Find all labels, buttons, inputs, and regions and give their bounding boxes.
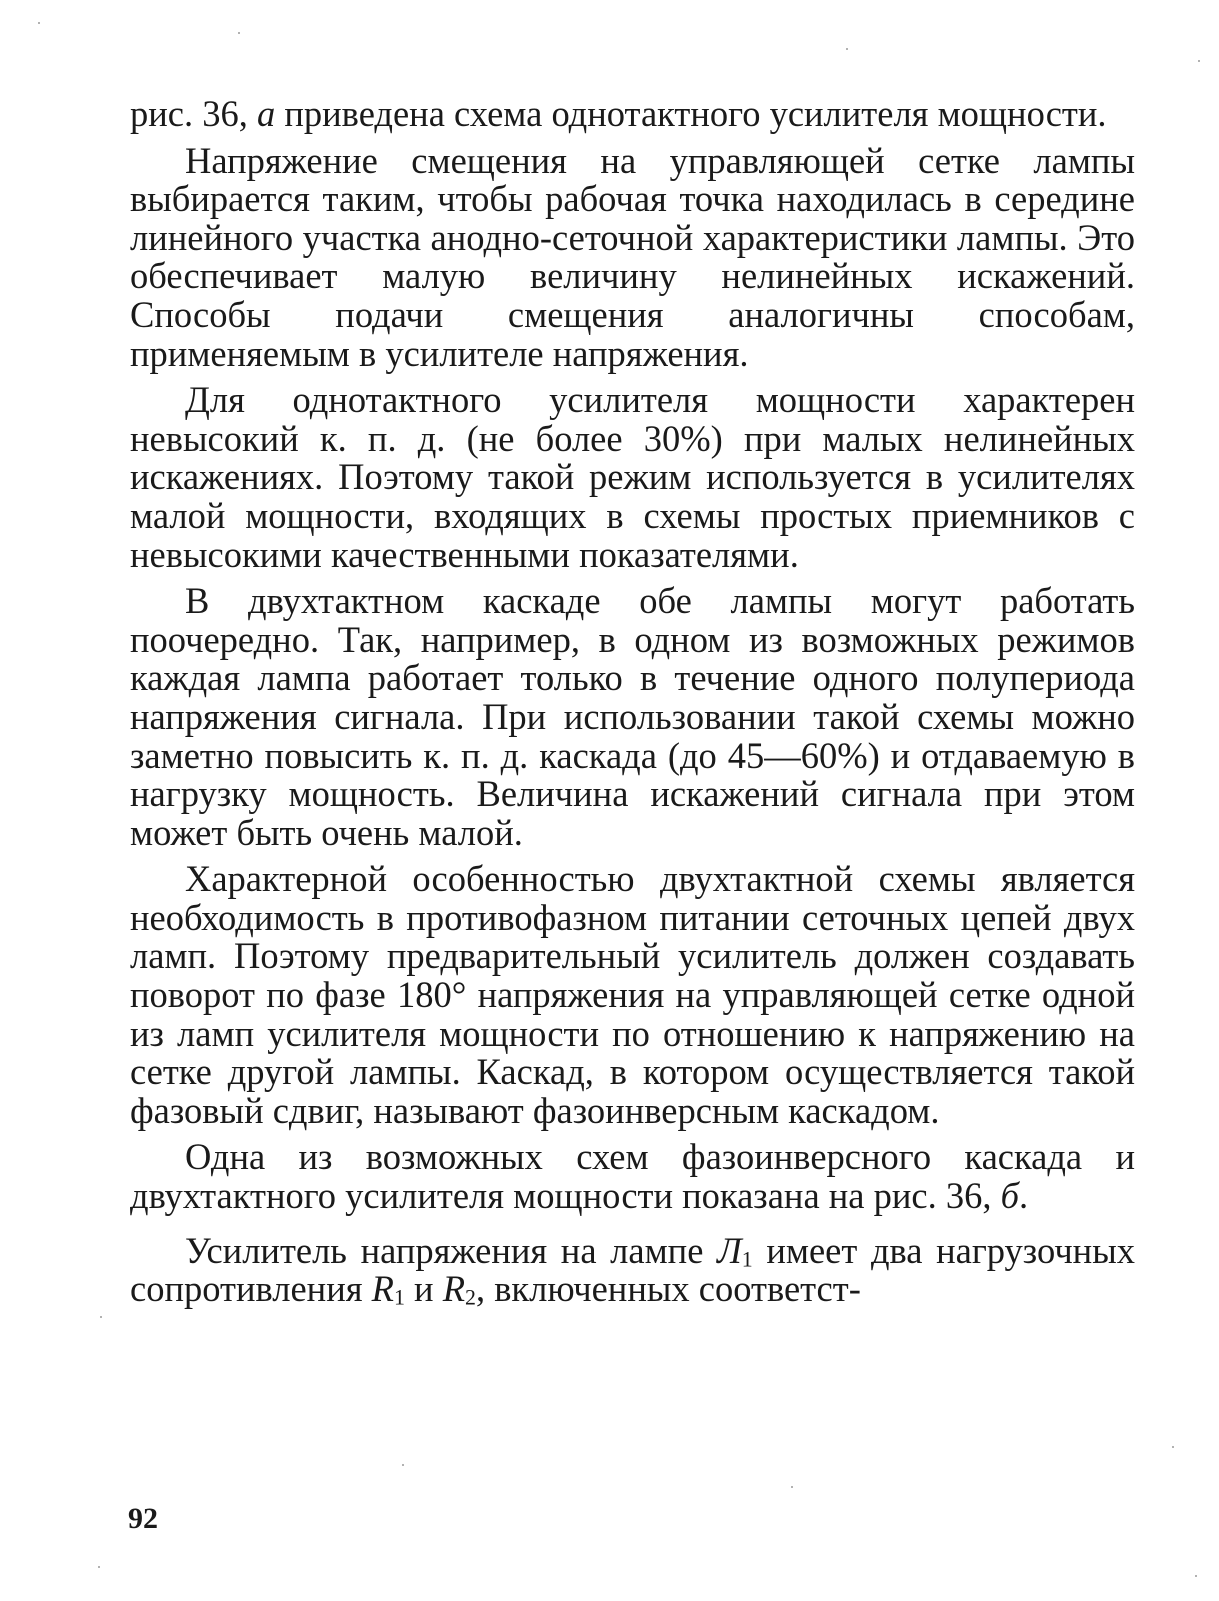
paragraph-grid-bias: Напряжение смещения на управляющей сетке лампы выбирается таким, чтобы рабочая точка находилась в середине линейного участка анодно-сеточной характеристики лампы. Это обеспечивает малую величину нелинейных искажений. Способы подачи смещения аналогичны способам, применяемым в усилителе напряжения.	[130, 139, 1135, 374]
tube-symbol: Л	[717, 1229, 742, 1271]
figure-letter-a: а	[256, 93, 276, 134]
paragraph-fig36a-intro: рис. 36, а приведена схема однотактного усилителя мощности.	[130, 93, 1107, 134]
paragraph-push-pull-cascade: В двухтактном каскаде обе лампы могут работать поочередно. Так, например, в одном из возможных режимов каждая лампа работает только в течение одного полупериода напряжения сигнала. При использовании такой схемы можно заметно повысить к. п. д. каскада (до 45—60%) и отдаваемую в нагрузку мощность. Величина искажений сигнала при этом может быть очень малой.	[130, 580, 1135, 853]
scan-speck	[846, 48, 848, 50]
page-body-text	[130, 95, 1135, 1309]
scan-speck	[98, 1566, 100, 1568]
paragraph-phase-inverter-schema: Одна из возможных схем фазоинверсного каскада и двухтактного усилителя мощности показана на рис. 36, б.	[130, 1136, 1135, 1217]
scan-speck	[238, 32, 240, 34]
scan-speck	[791, 1486, 793, 1488]
resistor-symbol-r2: R	[442, 1268, 465, 1310]
scan-speck	[1198, 60, 1200, 62]
scan-speck	[1172, 1446, 1174, 1448]
scan-speck	[1195, 1575, 1197, 1577]
scan-speck	[38, 22, 40, 24]
paragraph-voltage-amplifier: Усилитель напряжения на лампе $Л_1$ имеет два нагрузочных сопротивления $R_1$ и $R_2$, включенных соответст-	[130, 1229, 1135, 1310]
resistor-symbol-r1: R	[371, 1268, 394, 1310]
scan-speck	[402, 1464, 404, 1466]
paragraph-push-pull-feature: Характерной особенностью двухтактной схемы является необходимость в противофазном питании сеточных цепей двух ламп. Поэтому предварительный усилитель должен создавать поворот по фазе 180° напряжения на управляющей сетке одной из ламп усилителя мощности по отношению к напряжению на сетке другой лампы. Каскад, в котором осуществляется такой фазовый сдвиг, называют фазоинверсным каскадом.	[130, 858, 1135, 1131]
paragraph-single-ended-efficiency: Для однотактного усилителя мощности характерен невысокий к. п. д. (не более 30%) при малых нелинейных искажениях. Поэтому такой режим используется в усилителях малой мощности, входящих в схемы простых приемников с невысокими качественными показателями.	[130, 379, 1135, 575]
figure-letter-b: б	[1000, 1175, 1019, 1217]
page-number: 92	[128, 1502, 158, 1535]
scan-speck	[100, 1316, 102, 1318]
